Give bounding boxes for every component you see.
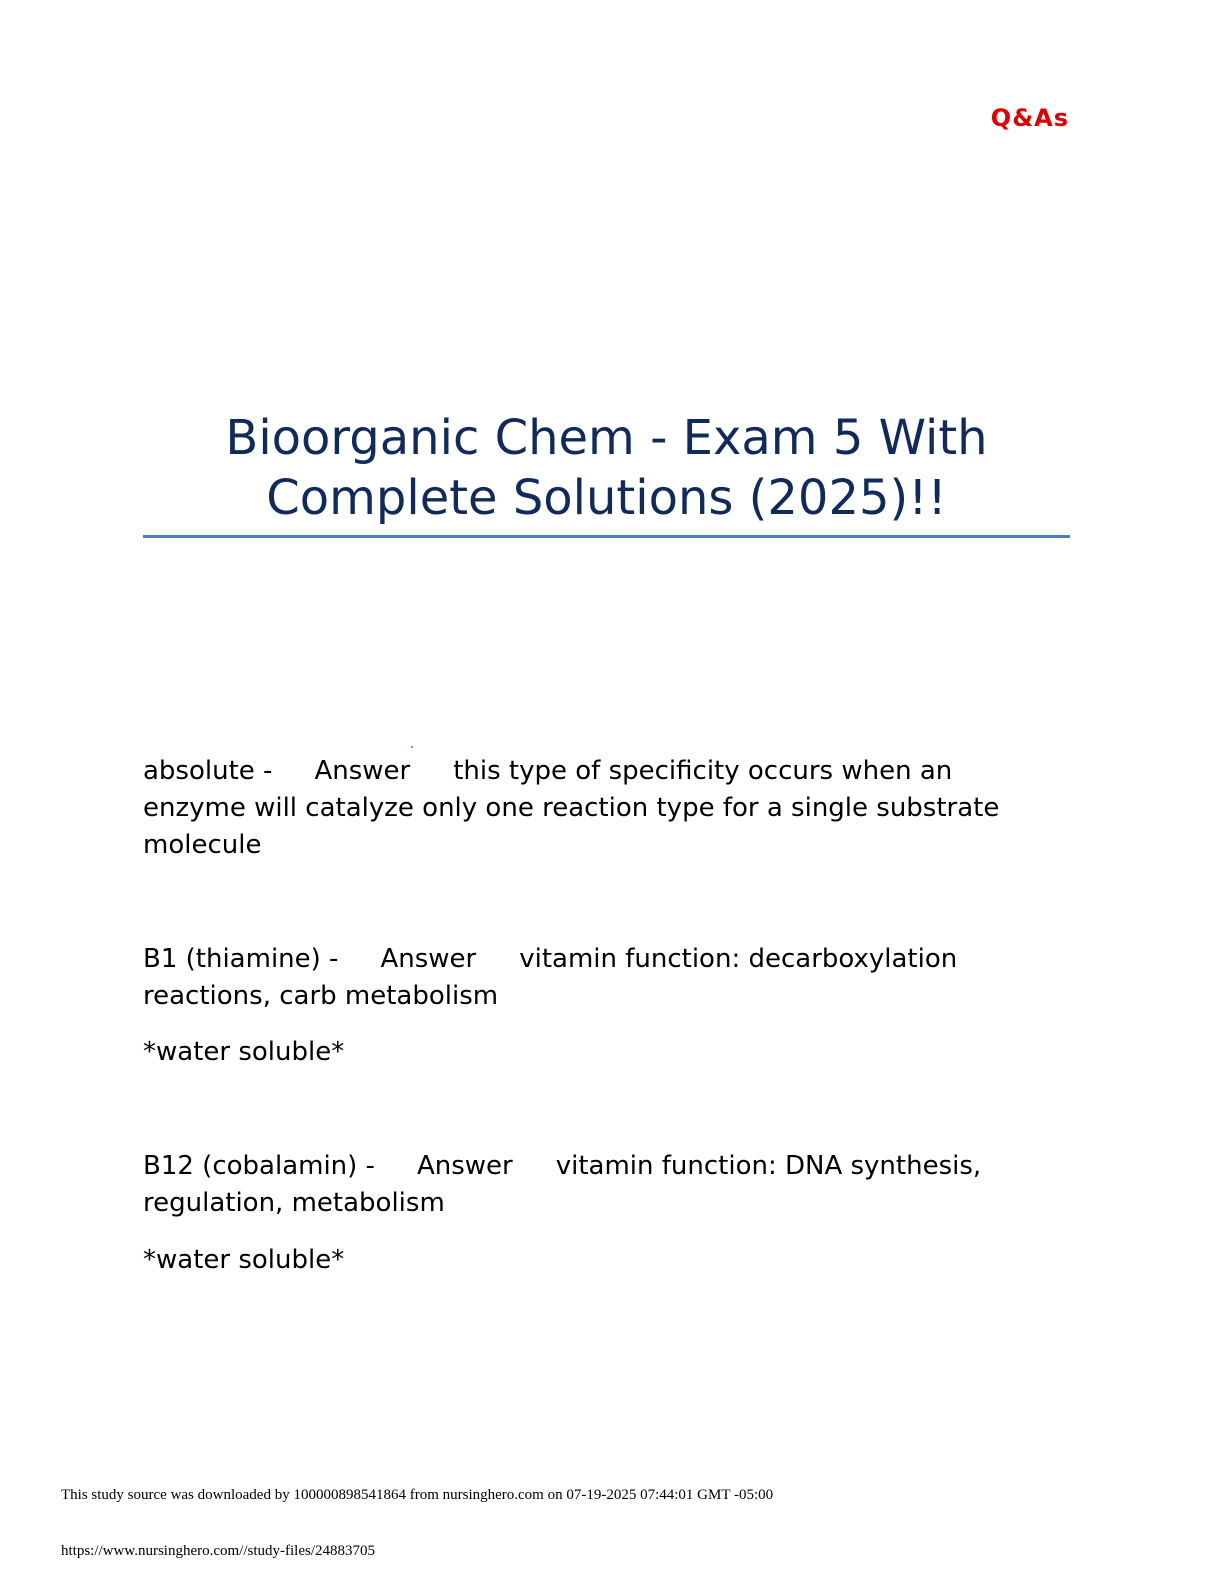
note-water-soluble: *water soluble*: [143, 1037, 345, 1067]
document-title: [143, 408, 1070, 528]
answer-text-line-1: this type of specificity occurs when an: [453, 756, 953, 786]
qa-line: [143, 753, 1073, 790]
header-tag: Q&As: [990, 104, 1069, 132]
source-url-link[interactable]: https://www.nursinghero.com//study-files/24883705: [61, 1543, 376, 1559]
qa-item-b1: [143, 941, 1073, 1015]
qa-line: [143, 941, 1073, 978]
download-notice: This study source was downloaded by 100000898541864 from nursinghero.com on 07-19-2025 07:44:01 GMT -05:00: [61, 1487, 774, 1503]
qa-term: absolute -: [143, 756, 273, 786]
title-line-1: Bioorganic Chem - Exam 5 With: [225, 410, 988, 466]
qa-item-b12: [143, 1148, 1073, 1222]
qa-item-absolute: [143, 753, 1073, 864]
answer-text-line-1: vitamin function: DNA synthesis,: [555, 1151, 982, 1181]
answer-label: Answer: [314, 756, 411, 786]
answer-label: Answer: [380, 944, 477, 974]
answer-text-line-2: reactions, carb metabolism: [143, 981, 499, 1011]
decorative-dot: [411, 746, 413, 748]
answer-text-line-3: molecule: [143, 830, 262, 860]
qa-line: [143, 1148, 1073, 1185]
title-line-2: Complete Solutions (2025)!!: [266, 470, 947, 526]
answer-text-line-2: enzyme will catalyze only one reaction type for a single substrate: [143, 793, 1000, 823]
answer-label: Answer: [416, 1151, 513, 1181]
qa-term: B1 (thiamine) -: [143, 944, 339, 974]
answer-text-line-1: vitamin function: decarboxylation: [519, 944, 958, 974]
note-water-soluble: *water soluble*: [143, 1245, 345, 1275]
answer-text-line-2: regulation, metabolism: [143, 1188, 445, 1218]
title-underline: [143, 535, 1070, 538]
qa-term: B12 (cobalamin) -: [143, 1151, 375, 1181]
